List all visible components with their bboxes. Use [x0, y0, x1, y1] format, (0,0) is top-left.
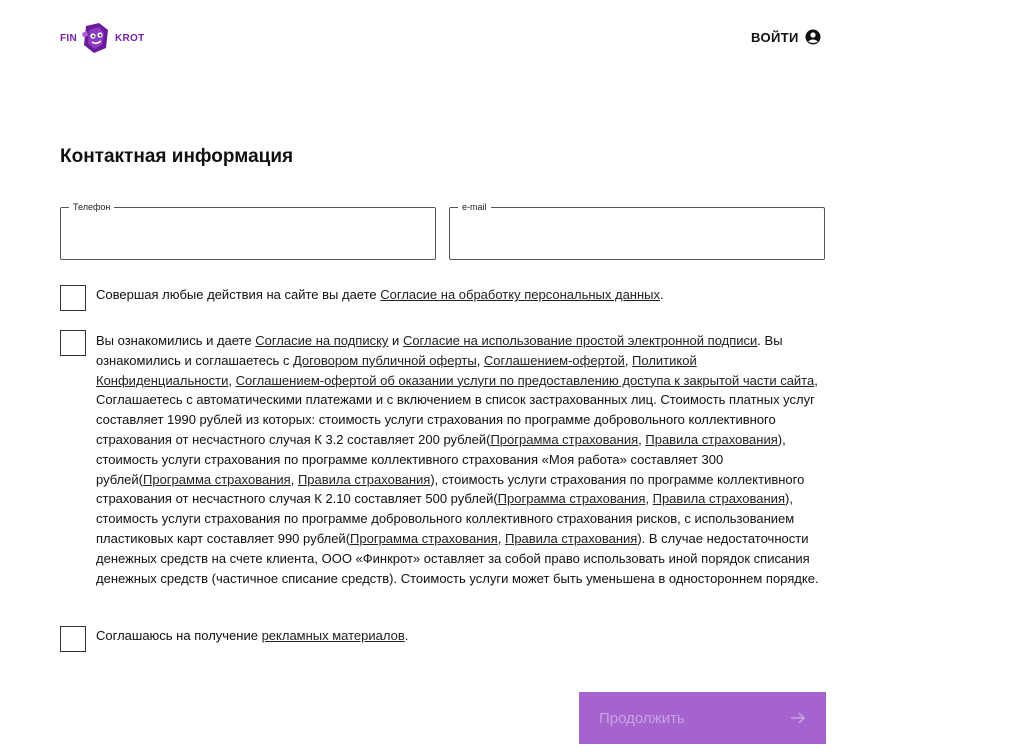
insurance-program-link[interactable]: Программа страхования: [143, 471, 291, 487]
logo[interactable]: [60, 20, 145, 56]
email-field: [449, 202, 825, 260]
ads-consent-text: [96, 626, 826, 646]
consent-text: , Соглашаетесь с автоматическими платежами и с включением в список застрахованных лиц. Стоимость платных услуг составляет 1990 рублей из которых: стоимость услуги страхования по программе добровольного коллективного страхования от несчастного случая К 3.2 составляет 200 рублей(: [96, 372, 818, 447]
logo-text-right: KROT: [115, 32, 145, 44]
insurance-rules-link[interactable]: Правила страхования: [652, 491, 785, 507]
personal-data-consent-checkbox[interactable]: [60, 285, 86, 311]
consent-text: ,: [638, 431, 646, 447]
e-signature-consent-link[interactable]: Согласие на использование простой электронной подписи: [402, 333, 758, 348]
consent-text: ,: [476, 352, 484, 368]
consent-text: ), стоимость услуги страхования по программе коллективного страхования от несчастного случая К 2.10 составляет 500 рублей(: [96, 471, 805, 507]
phone-label: Телефон: [69, 201, 114, 213]
consent-text: Соглашаюсь на получение: [96, 628, 262, 643]
consent-text: Совершая любые действия на сайте вы даете: [96, 287, 381, 302]
insurance-rules-link[interactable]: Правила страхования: [504, 530, 638, 546]
consent-text: ,: [624, 352, 633, 368]
subscription-consent-link[interactable]: Согласие на подписку: [255, 333, 389, 348]
phone-input[interactable]: [61, 208, 435, 259]
header: [0, 0, 1024, 78]
email-input[interactable]: [450, 208, 824, 259]
continue-button[interactable]: [579, 692, 826, 744]
arrow-right-icon: [790, 711, 806, 725]
terms-consent-checkbox[interactable]: [60, 330, 86, 356]
consent-text: Вы ознакомились и даете: [96, 333, 256, 348]
mole-logo-icon: [79, 21, 113, 55]
logo-text-left: FIN: [60, 32, 78, 44]
insurance-program-link[interactable]: Программа страхования: [490, 431, 639, 447]
phone-field: [60, 202, 436, 260]
consent-text: .: [404, 628, 409, 643]
insurance-program-link[interactable]: Программа страхования: [350, 530, 498, 546]
email-label: e-mail: [458, 201, 491, 213]
page-title: Контактная информация: [60, 146, 294, 167]
consent-text: ,: [645, 491, 653, 507]
user-circle-icon: [805, 29, 821, 45]
insurance-rules-link[interactable]: Правила страхования: [645, 431, 778, 447]
insurance-program-link[interactable]: Программа страхования: [497, 491, 646, 507]
consent-text: и: [388, 333, 403, 348]
terms-consent-text: [96, 331, 826, 588]
personal-data-consent-link[interactable]: Согласие на обработку персональных данных: [380, 287, 661, 302]
consent-text: . Вы ознакомились и соглашаетесь с: [96, 333, 783, 368]
login-label: ВОЙТИ: [751, 29, 799, 45]
consent-text: ), стоимость услуги страхования по программе коллективного страхования «Моя работа» составляет 300 рублей(: [96, 431, 786, 487]
ads-consent-checkbox[interactable]: [60, 626, 86, 652]
consent-text: ,: [497, 530, 505, 546]
insurance-rules-link[interactable]: Правила страхования: [297, 471, 431, 487]
closed-access-offer-link[interactable]: Соглашением-офертой об оказании услуги по предоставлению доступа к закрытой части сайта: [235, 372, 815, 388]
offer-agreement-link[interactable]: Соглашением-офертой: [483, 352, 625, 368]
consent-text: ,: [290, 471, 298, 487]
public-offer-link[interactable]: Договором публичной оферты: [292, 352, 477, 368]
consent-text: .: [660, 287, 664, 302]
consent-text: ). В случае недостаточности денежных средств на счете клиента, ООО «Финкрот» оставляет за собой право использовать иной порядок списания денежных средств (частичное списание средств). Стоимость услуги может быть уменьшена в одностороннем порядке.: [96, 530, 819, 586]
privacy-policy-link[interactable]: Политикой Конфиденциальности: [96, 352, 697, 388]
consent-text: ), стоимость услуги страхования по программе добровольного коллективного страхования рисков, с использованием пластиковых карт составляет 990 рублей(: [96, 491, 795, 546]
consent-text: ,: [228, 372, 236, 388]
continue-label: Продолжить: [599, 709, 685, 727]
personal-data-consent-text: [96, 285, 826, 305]
login-button[interactable]: [751, 29, 821, 45]
ads-materials-link[interactable]: рекламных материалов: [261, 628, 405, 643]
